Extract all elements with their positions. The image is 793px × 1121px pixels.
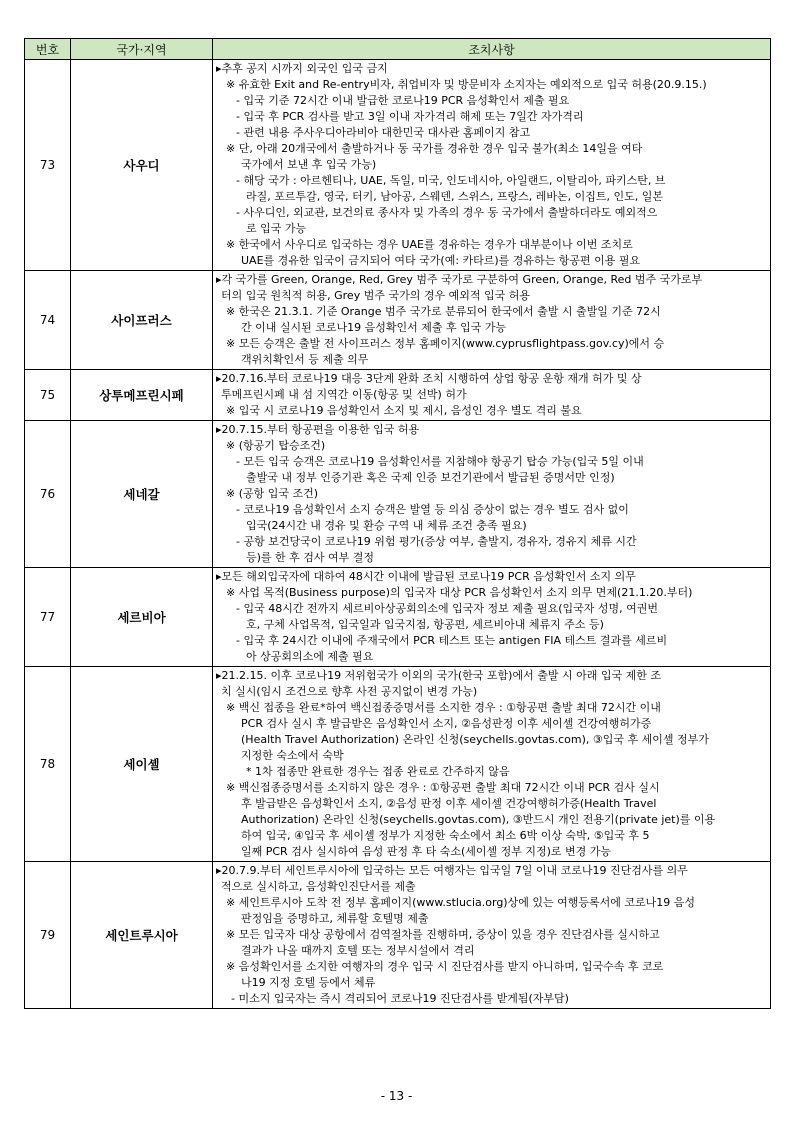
measure-line: ※ 모든 승객은 출발 전 사이프러스 정부 홈페이지(www.cyprusflightpass.gov.cy)에서 승 xyxy=(226,337,665,350)
measure-line: ※ 단, 아래 20개국에서 출발하거나 동 국가를 경유한 경우 입국 불가(최소 14일을 여타 xyxy=(226,142,643,155)
table-row xyxy=(25,667,771,862)
country-name: 세이셸 xyxy=(71,667,213,862)
measure-line: 호, 구체 사업목적, 입국일과 입국지점, 항공편, 세르비아내 체류지 주소 등) xyxy=(246,618,604,631)
measure-line: ※ 백신접종증명서를 소지하지 않은 경우 : ①항공편 출발 최대 72시간 이내 PCR 검사 실시 xyxy=(226,781,660,794)
measure-line: - 입국 48시간 전까지 세르비아상공회의소에 입국자 정보 제출 필요(입국자 성명, 여권번 xyxy=(236,602,659,615)
country-name: 세인트루시아 xyxy=(71,862,213,1009)
country-name: 사우디 xyxy=(71,60,213,271)
header-number: 번호 xyxy=(25,39,71,60)
measure-line: 로 입국 가능 xyxy=(246,222,307,235)
measures-cell xyxy=(213,370,771,421)
measure-line: 출발국 내 정부 인증기관 혹은 국제 인증 보건기관에서 발급된 증명서만 인정) xyxy=(246,471,615,484)
measure-line: - 입국 후 PCR 검사를 받고 3일 이내 자가격리 해제 또는 7일간 자가격리 xyxy=(236,110,584,123)
measure-line: ※ 입국 시 코로나19 음성확인서 소지 및 제시, 음성인 경우 별도 격리 불요 xyxy=(226,404,582,417)
measure-line: ※ 한국은 21.3.1. 기준 Orange 범주 국가로 분류되어 한국에서 출발 시 출발일 기준 72시 xyxy=(226,305,661,318)
measure-line: ※ (공항 입국 조건) xyxy=(226,487,319,500)
measure-line: 라질, 포르투갈, 영국, 터키, 남아공, 스웨덴, 스위스, 프랑스, 레바논, 이집트, 인도, 일본 xyxy=(246,190,663,203)
measure-line: ▸20.7.15.부터 항공편을 이용한 입국 허용 xyxy=(216,423,420,436)
measure-line: - 관련 내용 주사우디아라비아 대한민국 대사관 홈페이지 참고 xyxy=(236,126,531,139)
measure-line: 나19 지정 호텔 등에서 체류 xyxy=(241,976,376,989)
country-name: 세네갈 xyxy=(71,421,213,568)
row-number: 79 xyxy=(25,862,71,1009)
measure-line: - 사우디인, 외교관, 보건의료 종사자 및 가족의 경우 동 국가에서 출발하더라도 예외적으 xyxy=(236,206,658,219)
measures-cell xyxy=(213,421,771,568)
measure-line: - 공항 보건당국이 코로나19 위험 평가(증상 여부, 출발지, 경유자, 경유지 체류 시간 xyxy=(236,535,637,548)
measure-line: 투메프린시페 내 섬 지역간 이동(항공 및 선박) 허가 xyxy=(221,388,467,401)
measure-line: UAE를 경유한 입국이 금지되어 여타 국가(예: 카타르)를 경유하는 항공편 이용 필요 xyxy=(241,254,641,267)
measure-line: 아 상공회의소에 제출 필요 xyxy=(246,650,374,663)
measure-line: 후 발급받은 음성확인서 소지, ②음성 판정 이후 세이셸 건강여행허가증(Health Travel xyxy=(241,797,657,810)
measure-line: ▸추후 공지 시까지 외국인 입국 금지 xyxy=(216,62,388,75)
table-row xyxy=(25,370,771,421)
measures-cell xyxy=(213,60,771,271)
measure-line: ※ 모든 입국자 대상 공항에서 검역절차를 진행하며, 증상이 있을 경우 진단검사를 실시하고 xyxy=(226,928,660,941)
measure-line: 입국(24시간 내 경유 및 환승 구역 내 체류 조건 충족 필요) xyxy=(246,519,527,532)
row-number: 73 xyxy=(25,60,71,271)
row-number: 76 xyxy=(25,421,71,568)
table-row xyxy=(25,568,771,667)
measure-line: - 코로나19 음성확인서 소지 승객은 발열 등 의심 증상이 없는 경우 별도 검사 없이 xyxy=(236,503,629,516)
measure-line: 등)를 한 후 검사 여부 결정 xyxy=(246,551,375,564)
measure-line: ※ 한국에서 사우디로 입국하는 경우 UAE를 경유하는 경우가 대부분이나 이번 조치로 xyxy=(226,238,633,251)
header-country: 국가·지역 xyxy=(71,39,213,60)
measure-line: 국가에서 보낸 후 입국 가능) xyxy=(241,158,377,171)
measure-line: 적으로 실시하고, 음성확인진단서를 제출 xyxy=(221,880,416,893)
row-number: 74 xyxy=(25,271,71,370)
table-row xyxy=(25,862,771,1009)
measure-line: 지정한 숙소에서 숙박 xyxy=(241,749,344,762)
measure-line: ※ 유효한 Exit and Re-entry비자, 취업비자 및 방문비자 소지자는 예외적으로 입국 허용(20.9.15.) xyxy=(226,78,707,91)
measure-line: ▸20.7.16.부터 코로나19 대응 3단계 완화 조치 시행하여 상업 항공 운항 재개 허가 및 상 xyxy=(216,372,642,385)
country-name: 사이프러스 xyxy=(71,271,213,370)
measure-line: 하여 입국, ④입국 후 세이셸 정부가 지정한 숙소에서 최소 6박 이상 숙박, ⑤입국 후 5 xyxy=(241,829,650,842)
country-name: 상투메프린시페 xyxy=(71,370,213,421)
measure-line: ※ (항공기 탑승조건) xyxy=(226,439,326,452)
measure-line: - 모든 입국 승객은 코로나19 음성확인서를 지참해야 항공기 탑승 가능(입국 5일 이내 xyxy=(236,455,644,468)
measure-line: ▸21.2.15. 이후 코로나19 저위험국가 이외의 국가(한국 포함)에서 출발 시 아래 입국 제한 조 xyxy=(216,669,661,682)
measures-cell xyxy=(213,568,771,667)
row-number: 77 xyxy=(25,568,71,667)
measure-line: 일째 PCR 검사 실시하여 음성 판정 후 타 숙소(세이셸 정부 지정)로 변경 가능 xyxy=(241,845,612,858)
measure-line: - 입국 기준 72시간 이내 발급한 코로나19 PCR 음성확인서 제출 필요 xyxy=(236,94,570,107)
measure-line: ▸20.7.9.부터 세인트루시아에 입국하는 모든 여행자는 입국일 7일 이내 코로나19 진단검사를 의무 xyxy=(216,864,688,877)
measure-line: 간 이내 실시된 코로나19 음성확인서 제출 후 입국 가능 xyxy=(241,321,507,334)
measure-line: 터의 입국 원칙적 허용, Grey 범주 국가의 경우 예외적 입국 허용 xyxy=(221,289,530,302)
measure-line: - 미소지 입국자는 즉시 격리되어 코로나19 진단검사를 받게됨(자부담) xyxy=(231,992,569,1005)
table-row xyxy=(25,271,771,370)
measure-line: ※ 세인트루시아 도착 전 정부 홈페이지(www.stlucia.org)상에 있는 여행등록서에 코로나19 음성 xyxy=(226,896,695,909)
measure-line: ※ 사업 목적(Business purpose)의 입국자 대상 PCR 음성확인서 소지 의무 면제(21.1.20.부터) xyxy=(226,586,693,599)
measure-line: ▸각 국가를 Green, Orange, Red, Grey 범주 국가로 구분하여 Green, Orange, Red 범주 국가로부 xyxy=(216,273,703,286)
measure-line: 치 실시(임시 조건으로 향후 사전 공지없이 변경 가능) xyxy=(221,685,478,698)
row-number: 75 xyxy=(25,370,71,421)
table-header-row xyxy=(25,39,771,60)
measure-line: 판정임을 증명하고, 체류할 호텔명 제출 xyxy=(241,912,429,925)
table-row xyxy=(25,421,771,568)
measure-line: ※ 백신 접종을 완료*하여 백신접종증명서를 소지한 경우 : ①항공편 출발 최대 72시간 이내 xyxy=(226,701,661,714)
country-name: 세르비아 xyxy=(71,568,213,667)
measure-line: ※ 음성확인서를 소지한 여행자의 경우 입국 시 진단검사를 받지 아니하며, 입국수속 후 코로 xyxy=(226,960,664,973)
measures-cell xyxy=(213,271,771,370)
header-measures: 조치사항 xyxy=(213,39,771,60)
measure-line: * 1차 접종만 완료한 경우는 접종 완료로 간주하지 않음 xyxy=(246,765,510,778)
measures-cell xyxy=(213,667,771,862)
measure-line: 결과가 나올 때까지 호텔 또는 정부시설에서 격리 xyxy=(241,944,475,957)
measure-line: 객위치확인서 등 제출 의무 xyxy=(241,353,369,366)
row-number: 78 xyxy=(25,667,71,862)
measures-cell xyxy=(213,862,771,1009)
measure-line: ▸모든 해외입국자에 대하여 48시간 이내에 발급된 코로나19 PCR 음성확인서 소지 의무 xyxy=(216,570,636,583)
page-number: - 13 - xyxy=(380,1089,413,1103)
measure-line: Authorization) 온라인 신청(seychells.govtas.com), ③반드시 개인 전용기(private jet)를 이용 xyxy=(241,813,716,826)
measure-line: PCR 검사 실시 후 발급받은 음성확인서 소지, ②음성판정 이후 세이셸 건강여행허가증 xyxy=(241,717,652,730)
measure-line: - 해당 국가 : 아르헨티나, UAE, 독일, 미국, 인도네시아, 아일랜드, 이탈리아, 파키스탄, 브 xyxy=(236,174,666,187)
table-row xyxy=(25,60,771,271)
measure-line: - 입국 후 24시간 이내에 주재국에서 PCR 테스트 또는 antigen FIA 테스트 결과를 세르비 xyxy=(236,634,668,647)
entry-measures-table xyxy=(24,38,771,1009)
measure-line: (Health Travel Authorization) 온라인 신청(seychells.govtas.com), ③입국 후 세이셸 정부가 xyxy=(241,733,709,746)
